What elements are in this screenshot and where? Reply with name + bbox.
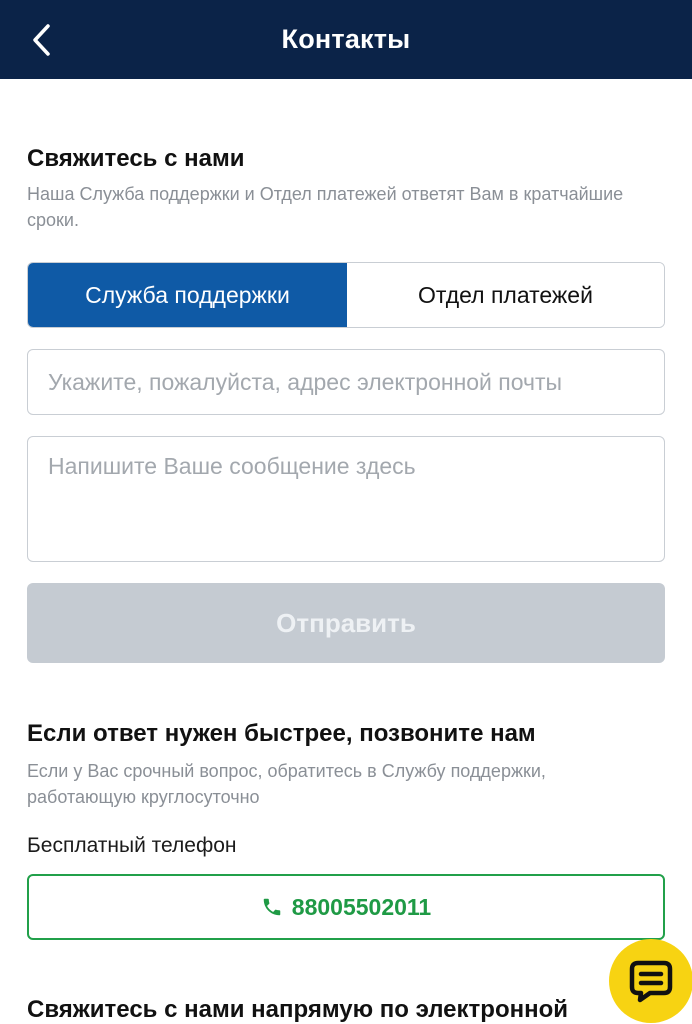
message-field[interactable] — [27, 436, 665, 562]
chat-icon — [628, 959, 674, 1003]
chat-button[interactable] — [609, 939, 692, 1023]
phone-number: 88005502011 — [291, 893, 432, 920]
tab-support[interactable]: Служба поддержки — [28, 263, 347, 327]
call-heading: Если ответ нужен быстрее, позвоните нам — [27, 720, 536, 747]
call-phone-button[interactable] — [27, 874, 665, 940]
email-field[interactable] — [27, 349, 665, 415]
tab-payments[interactable]: Отдел платежей — [347, 263, 664, 327]
email-section-heading: Свяжитесь с нами напрямую по электронной — [27, 996, 569, 1023]
phone-icon — [261, 896, 283, 918]
contact-subtitle: Наша Служба поддержки и Отдел платежей ответят Вам в кратчайшие сроки. — [27, 184, 624, 230]
phone-label: Бесплатный телефон — [27, 834, 237, 857]
contact-heading: Свяжитесь с нами — [27, 145, 245, 172]
submit-button[interactable]: Отправить — [27, 583, 665, 663]
department-switch — [27, 262, 665, 328]
page-title: Контакты — [281, 24, 411, 54]
app-header — [0, 0, 692, 79]
call-subtitle: Если у Вас срочный вопрос, обратитесь в Службу поддержки, работающую круглосуточно — [27, 761, 546, 807]
